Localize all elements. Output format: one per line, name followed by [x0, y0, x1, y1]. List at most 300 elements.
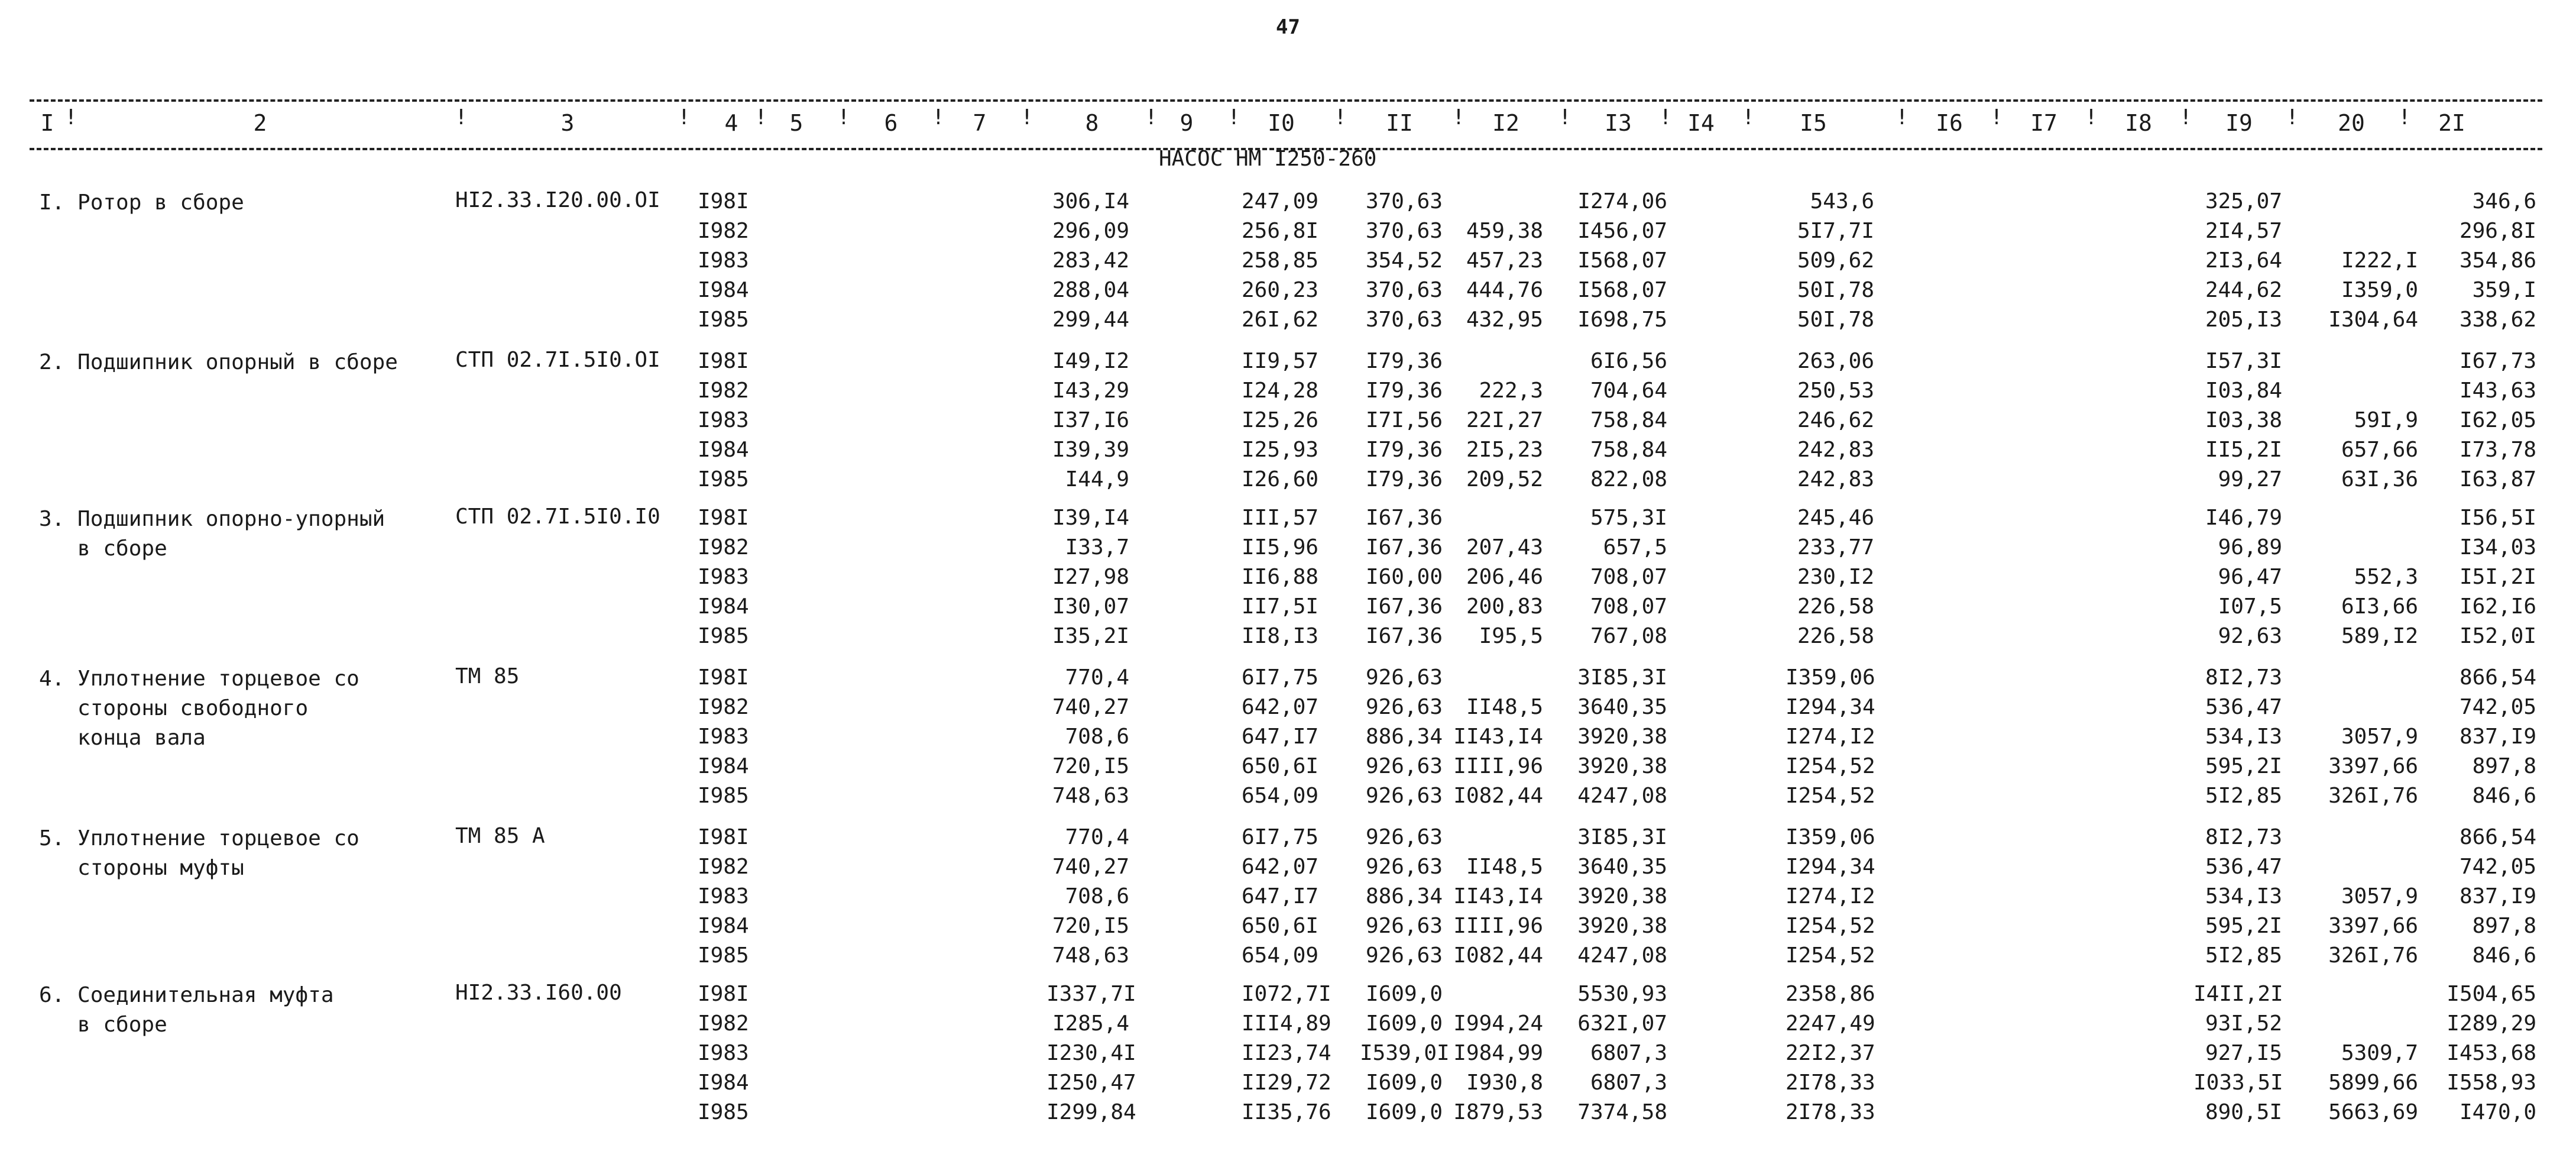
value-cell-c13: 632I,07 [1577, 1011, 1667, 1036]
value-cell-c8: 708,6 [1065, 725, 1129, 749]
table-row [0, 248, 2576, 280]
value-cell-c11: 370,63 [1365, 308, 1443, 332]
value-cell-c8: 770,4 [1065, 665, 1129, 690]
value-cell-c11: I79,36 [1365, 467, 1443, 492]
year-cell: I983 [698, 248, 749, 273]
value-cell-c8: 708,6 [1065, 884, 1129, 908]
value-cell-c15: I359,06 [1786, 825, 1875, 849]
value-cell-c12: 209,52 [1466, 467, 1543, 492]
value-cell-c20: I222,I [2341, 248, 2418, 273]
value-cell-c19: II5,2I [2205, 438, 2282, 462]
header-col-16: I6 [1936, 110, 1963, 136]
year-cell: I985 [698, 784, 749, 808]
table-header [30, 99, 2542, 150]
year-cell: I98I [698, 506, 749, 530]
value-cell-c8: I35,2I [1052, 624, 1129, 648]
year-cell: I985 [698, 624, 749, 648]
value-cell-c19: 325,07 [2205, 189, 2282, 214]
table-row [0, 594, 2576, 626]
value-cell-c13: 767,08 [1590, 624, 1667, 648]
value-cell-c12: 432,95 [1466, 308, 1543, 332]
value-cell-c21: I504,65 [2447, 982, 2536, 1006]
value-cell-c12: I930,8 [1466, 1071, 1543, 1095]
header-separator: ! [2286, 105, 2299, 130]
value-cell-c13: 6807,3 [1590, 1071, 1667, 1095]
value-cell-c13: 3920,38 [1577, 914, 1667, 938]
value-cell-c15: 509,62 [1797, 248, 1874, 273]
value-cell-c12: II43,I4 [1453, 725, 1543, 749]
value-cell-c15: 242,83 [1797, 467, 1874, 492]
year-cell: I982 [698, 855, 749, 879]
value-cell-c12: 457,23 [1466, 248, 1543, 273]
header-separator: ! [1020, 105, 1033, 130]
value-cell-c19: 8I2,73 [2205, 825, 2282, 849]
value-cell-c13: 758,84 [1590, 408, 1667, 432]
value-cell-c8: I33,7 [1065, 535, 1129, 560]
value-cell-c12: 444,76 [1466, 278, 1543, 302]
header-col-9: 9 [1180, 110, 1194, 136]
header-separator: ! [1145, 105, 1158, 130]
header-col-18: I8 [2125, 110, 2152, 136]
value-cell-c8: I337,7I [1046, 982, 1136, 1006]
value-cell-c15: 263,06 [1797, 349, 1874, 373]
value-cell-c13: I274,06 [1577, 189, 1667, 214]
header-separator: ! [678, 105, 691, 130]
value-cell-c21: 354,86 [2459, 248, 2536, 273]
value-cell-c21: I289,29 [2447, 1011, 2536, 1036]
table-row [0, 1071, 2576, 1102]
value-cell-c15: 233,77 [1797, 535, 1874, 560]
value-cell-c11: 926,63 [1365, 665, 1443, 690]
table-row [0, 535, 2576, 567]
value-cell-c20: 63I,36 [2341, 467, 2418, 492]
value-cell-c19: 205,I3 [2205, 308, 2282, 332]
value-cell-c8: I230,4I [1046, 1041, 1136, 1065]
value-cell-c15: I254,52 [1786, 754, 1875, 778]
value-cell-c21: 359,I [2472, 278, 2536, 302]
value-cell-c12: 2I5,23 [1466, 438, 1543, 462]
year-cell: I982 [698, 535, 749, 560]
value-cell-c13: I698,75 [1577, 308, 1667, 332]
value-cell-c21: I62,05 [2459, 408, 2536, 432]
value-cell-c10: III,57 [1242, 506, 1319, 530]
value-cell-c10: 258,85 [1242, 248, 1319, 273]
value-cell-c19: 5I2,85 [2205, 784, 2282, 808]
value-cell-c8: I299,84 [1046, 1100, 1136, 1124]
value-cell-c19: 595,2I [2205, 914, 2282, 938]
item-code: ТМ 85 [455, 664, 520, 688]
value-cell-c10: 6I7,75 [1242, 825, 1319, 849]
value-cell-c10: II6,88 [1242, 565, 1319, 589]
value-cell-c11: 370,63 [1365, 219, 1443, 243]
year-cell: I984 [698, 914, 749, 938]
value-cell-c8: I27,98 [1052, 565, 1129, 589]
value-cell-c13: 704,64 [1590, 379, 1667, 403]
value-cell-c11: 370,63 [1365, 278, 1443, 302]
value-cell-c19: I46,79 [2205, 506, 2282, 530]
value-cell-c13: 6I6,56 [1590, 349, 1667, 373]
value-cell-c10: II5,96 [1242, 535, 1319, 560]
value-cell-c8: 720,I5 [1052, 914, 1129, 938]
value-cell-c19: 927,I5 [2205, 1041, 2282, 1065]
value-cell-c10: 650,6I [1242, 914, 1319, 938]
value-cell-c19: 99,27 [2218, 467, 2282, 492]
value-cell-c8: 740,27 [1052, 855, 1129, 879]
header-col-12: I2 [1492, 110, 1519, 136]
value-cell-c10: 654,09 [1242, 784, 1319, 808]
value-cell-c10: II35,76 [1242, 1100, 1331, 1124]
value-cell-c10: II8,I3 [1242, 624, 1319, 648]
value-cell-c21: 742,05 [2459, 695, 2536, 719]
value-cell-c19: 534,I3 [2205, 884, 2282, 908]
value-cell-c10: 6I7,75 [1242, 665, 1319, 690]
value-cell-c12: IIII,96 [1453, 754, 1543, 778]
page-number: 47 [1276, 15, 1300, 39]
value-cell-c19: I03,38 [2205, 408, 2282, 432]
table-row [0, 695, 2576, 727]
header-separator: ! [1659, 105, 1672, 130]
value-cell-c19: 92,63 [2218, 624, 2282, 648]
header-separator: ! [2398, 105, 2411, 130]
value-cell-c13: 4247,08 [1577, 784, 1667, 808]
item-code: СТП 02.7I.5I0.OI [455, 348, 660, 372]
value-cell-c21: I73,78 [2459, 438, 2536, 462]
value-cell-c21: 742,05 [2459, 855, 2536, 879]
value-cell-c15: 250,53 [1797, 379, 1874, 403]
value-cell-c8: 720,I5 [1052, 754, 1129, 778]
table-row [0, 278, 2576, 310]
value-cell-c21: I62,I6 [2459, 594, 2536, 619]
value-cell-c15: 50I,78 [1797, 278, 1874, 302]
value-cell-c8: I285,4 [1052, 1011, 1129, 1036]
value-cell-c11: I67,36 [1365, 506, 1443, 530]
value-cell-c21: 897,8 [2472, 914, 2536, 938]
value-cell-c11: 926,63 [1365, 695, 1443, 719]
year-cell: I982 [698, 219, 749, 243]
value-cell-c11: I79,36 [1365, 349, 1443, 373]
value-cell-c8: I250,47 [1046, 1071, 1136, 1095]
value-cell-c15: 2247,49 [1786, 1011, 1875, 1036]
item-name: I. Ротор в сборе [39, 190, 244, 215]
header-col-11: II [1386, 110, 1413, 136]
value-cell-c11: 926,63 [1365, 825, 1443, 849]
header-col-5: 5 [789, 110, 803, 136]
value-cell-c20: 5899,66 [2328, 1071, 2418, 1095]
value-cell-c20: 326I,76 [2328, 784, 2418, 808]
value-cell-c11: I60,00 [1365, 565, 1443, 589]
header-col-20: 20 [2338, 110, 2365, 136]
header-col-10: I0 [1268, 110, 1295, 136]
year-cell: I982 [698, 695, 749, 719]
header-col-17: I7 [2030, 110, 2057, 136]
year-cell: I98I [698, 982, 749, 1006]
value-cell-c13: 3920,38 [1577, 725, 1667, 749]
value-cell-c19: 93I,52 [2205, 1011, 2282, 1036]
year-cell: I985 [698, 943, 749, 968]
header-separator: ! [1990, 105, 2003, 130]
value-cell-c20: I359,0 [2341, 278, 2418, 302]
value-cell-c10: II29,72 [1242, 1071, 1331, 1095]
header-separator: ! [932, 105, 945, 130]
item-name: 6. Соединительная муфта в сборе [39, 983, 334, 1037]
year-cell: I985 [698, 467, 749, 492]
value-cell-c19: 536,47 [2205, 695, 2282, 719]
header-separator: ! [2085, 105, 2098, 130]
value-cell-c8: 299,44 [1052, 308, 1129, 332]
year-cell: I982 [698, 1011, 749, 1036]
header-col-2: 2 [253, 110, 267, 136]
header-col-7: 7 [973, 110, 987, 136]
value-cell-c12: IIII,96 [1453, 914, 1543, 938]
value-cell-c15: 230,I2 [1797, 565, 1874, 589]
value-cell-c13: 708,07 [1590, 565, 1667, 589]
table-row [0, 1100, 2576, 1132]
year-cell: I98I [698, 665, 749, 690]
value-cell-c12: I879,53 [1453, 1100, 1543, 1124]
value-cell-c21: I67,73 [2459, 349, 2536, 373]
value-cell-c13: 3640,35 [1577, 855, 1667, 879]
header-separator: ! [1334, 105, 1347, 130]
value-cell-c10: 642,07 [1242, 695, 1319, 719]
value-cell-c19: I57,3I [2205, 349, 2282, 373]
item-name: 4. Уплотнение торцевое со стороны свободного конца вала [39, 667, 359, 750]
value-cell-c11: 354,52 [1365, 248, 1443, 273]
header-separator: ! [1452, 105, 1465, 130]
year-cell: I984 [698, 1071, 749, 1095]
value-cell-c10: 642,07 [1242, 855, 1319, 879]
table-title: НАСОС НМ I250-260 [1159, 147, 1377, 171]
value-cell-c11: I79,36 [1365, 379, 1443, 403]
value-cell-c10: 247,09 [1242, 189, 1319, 214]
value-cell-c12: I082,44 [1453, 943, 1543, 968]
year-cell: I983 [698, 884, 749, 908]
year-cell: I984 [698, 278, 749, 302]
value-cell-c8: I37,I6 [1052, 408, 1129, 432]
value-cell-c15: 246,62 [1797, 408, 1874, 432]
header-col-19: I9 [2225, 110, 2253, 136]
value-cell-c12: I984,99 [1453, 1041, 1543, 1065]
year-cell: I983 [698, 408, 749, 432]
value-cell-c19: 5I2,85 [2205, 943, 2282, 968]
value-cell-c11: 926,63 [1365, 855, 1443, 879]
header-col-14: I4 [1687, 110, 1715, 136]
value-cell-c21: 296,8I [2459, 219, 2536, 243]
value-cell-c11: 926,63 [1365, 784, 1443, 808]
value-cell-c10: II9,57 [1242, 349, 1319, 373]
value-cell-c12: I994,24 [1453, 1011, 1543, 1036]
value-cell-c20: 3397,66 [2328, 914, 2418, 938]
value-cell-c8: I39,I4 [1052, 506, 1129, 530]
table-row [0, 725, 2576, 756]
header-col-6: 6 [884, 110, 898, 136]
value-cell-c13: 3I85,3I [1577, 825, 1667, 849]
value-cell-c19: 96,47 [2218, 565, 2282, 589]
value-cell-c11: I609,0 [1365, 982, 1443, 1006]
value-cell-c12: II43,I4 [1453, 884, 1543, 908]
value-cell-c13: 4247,08 [1577, 943, 1667, 968]
header-separator: ! [1558, 105, 1571, 130]
year-cell: I985 [698, 308, 749, 332]
value-cell-c15: I254,52 [1786, 943, 1875, 968]
value-cell-c12: II48,5 [1466, 695, 1543, 719]
value-cell-c13: 657,5 [1603, 535, 1667, 560]
value-cell-c11: 886,34 [1365, 725, 1443, 749]
value-cell-c12: 206,46 [1466, 565, 1543, 589]
value-cell-c19: 2I4,57 [2205, 219, 2282, 243]
value-cell-c11: I67,36 [1365, 594, 1443, 619]
value-cell-c15: 226,58 [1797, 624, 1874, 648]
value-cell-c21: I5I,2I [2459, 565, 2536, 589]
value-cell-c19: 595,2I [2205, 754, 2282, 778]
value-cell-c15: 543,6 [1810, 189, 1874, 214]
value-cell-c19: 2I3,64 [2205, 248, 2282, 273]
value-cell-c20: 6I3,66 [2341, 594, 2418, 619]
item-code: HI2.33.I20.00.OI [455, 188, 660, 212]
table-row [0, 825, 2576, 857]
value-cell-c13: 7374,58 [1577, 1100, 1667, 1124]
value-cell-c15: 245,46 [1797, 506, 1874, 530]
value-cell-c10: I25,93 [1242, 438, 1319, 462]
value-cell-c8: 748,63 [1052, 943, 1129, 968]
value-cell-c12: II48,5 [1466, 855, 1543, 879]
value-cell-c8: I44,9 [1065, 467, 1129, 492]
table-row [0, 506, 2576, 538]
value-cell-c20: I304,64 [2328, 308, 2418, 332]
value-cell-c11: I539,0I [1360, 1041, 1450, 1065]
table-row [0, 884, 2576, 916]
header-separator: ! [455, 105, 468, 130]
value-cell-c20: 657,66 [2341, 438, 2418, 462]
value-cell-c10: III4,89 [1242, 1011, 1331, 1036]
value-cell-c20: 59I,9 [2354, 408, 2418, 432]
value-cell-c10: 256,8I [1242, 219, 1319, 243]
header-separator: ! [2179, 105, 2192, 130]
item-code: ТМ 85 А [455, 824, 545, 848]
year-cell: I984 [698, 594, 749, 619]
item-code: СТП 02.7I.5I0.I0 [455, 505, 660, 529]
header-col-15: I5 [1800, 110, 1827, 136]
value-cell-c19: I4II,2I [2193, 982, 2283, 1006]
value-cell-c10: 650,6I [1242, 754, 1319, 778]
value-cell-c12: I95,5 [1479, 624, 1543, 648]
table-row [0, 1011, 2576, 1043]
value-cell-c15: I294,34 [1786, 855, 1875, 879]
value-cell-c15: I359,06 [1786, 665, 1875, 690]
value-cell-c15: 22I2,37 [1786, 1041, 1875, 1065]
value-cell-c19: I033,5I [2193, 1071, 2283, 1095]
table-row [0, 349, 2576, 381]
value-cell-c8: 288,04 [1052, 278, 1129, 302]
value-cell-c10: I24,28 [1242, 379, 1319, 403]
value-cell-c11: 926,63 [1365, 943, 1443, 968]
value-cell-c10: 26I,62 [1242, 308, 1319, 332]
value-cell-c15: 226,58 [1797, 594, 1874, 619]
value-cell-c11: I609,0 [1365, 1100, 1443, 1124]
value-cell-c15: 2I78,33 [1786, 1100, 1875, 1124]
header-col-13: I3 [1605, 110, 1632, 136]
table-row [0, 189, 2576, 221]
value-cell-c15: 50I,78 [1797, 308, 1874, 332]
value-cell-c19: I07,5 [2218, 594, 2282, 619]
table-row [0, 943, 2576, 975]
header-col-3: 3 [560, 110, 575, 136]
value-cell-c13: 3I85,3I [1577, 665, 1667, 690]
value-cell-c21: 897,8 [2472, 754, 2536, 778]
value-cell-c19: 244,62 [2205, 278, 2282, 302]
value-cell-c13: I568,07 [1577, 278, 1667, 302]
value-cell-c10: I25,26 [1242, 408, 1319, 432]
year-cell: I98I [698, 349, 749, 373]
table-row [0, 665, 2576, 697]
table-row [0, 914, 2576, 946]
table-row [0, 308, 2576, 340]
header-separator: ! [837, 105, 850, 130]
value-cell-c20: 552,3 [2354, 565, 2418, 589]
value-cell-c15: 5I7,7I [1797, 219, 1874, 243]
value-cell-c19: 536,47 [2205, 855, 2282, 879]
value-cell-c15: I274,I2 [1786, 884, 1875, 908]
value-cell-c19: 8I2,73 [2205, 665, 2282, 690]
value-cell-c10: 654,09 [1242, 943, 1319, 968]
value-cell-c21: I470,0 [2459, 1100, 2536, 1124]
year-cell: I982 [698, 379, 749, 403]
value-cell-c8: I30,07 [1052, 594, 1129, 619]
year-cell: I983 [698, 1041, 749, 1065]
value-cell-c11: 926,63 [1365, 754, 1443, 778]
header-col-4: 4 [724, 110, 738, 136]
header-col-8: 8 [1085, 110, 1099, 136]
value-cell-c12: 222,3 [1479, 379, 1543, 403]
value-cell-c12: 22I,27 [1466, 408, 1543, 432]
value-cell-c13: 575,3I [1590, 506, 1667, 530]
value-cell-c21: 846,6 [2472, 784, 2536, 808]
header-separator: ! [1895, 105, 1908, 130]
header-col-1: I [40, 110, 54, 136]
value-cell-c21: 846,6 [2472, 943, 2536, 968]
value-cell-c19: 534,I3 [2205, 725, 2282, 749]
value-cell-c20: 589,I2 [2341, 624, 2418, 648]
value-cell-c21: 837,I9 [2459, 884, 2536, 908]
value-cell-c11: I7I,56 [1365, 408, 1443, 432]
value-cell-c21: I52,0I [2459, 624, 2536, 648]
year-cell: I983 [698, 565, 749, 589]
table-row [0, 408, 2576, 440]
year-cell: I983 [698, 725, 749, 749]
value-cell-c11: 886,34 [1365, 884, 1443, 908]
value-cell-c11: I609,0 [1365, 1071, 1443, 1095]
table-row [0, 982, 2576, 1014]
value-cell-c12: I082,44 [1453, 784, 1543, 808]
value-cell-c19: 890,5I [2205, 1100, 2282, 1124]
header-separator: ! [1742, 105, 1755, 130]
value-cell-c8: 306,I4 [1052, 189, 1129, 214]
year-cell: I985 [698, 1100, 749, 1124]
value-cell-c21: I63,87 [2459, 467, 2536, 492]
value-cell-c21: 866,54 [2459, 825, 2536, 849]
header-separator: ! [1227, 105, 1240, 130]
value-cell-c11: I79,36 [1365, 438, 1443, 462]
table-row [0, 784, 2576, 816]
value-cell-c21: 837,I9 [2459, 725, 2536, 749]
table-row [0, 379, 2576, 410]
value-cell-c21: I558,93 [2447, 1071, 2536, 1095]
table-row [0, 438, 2576, 470]
year-cell: I98I [698, 189, 749, 214]
table-row [0, 624, 2576, 656]
value-cell-c21: 338,62 [2459, 308, 2536, 332]
value-cell-c19: I03,84 [2205, 379, 2282, 403]
value-cell-c10: I072,7I [1242, 982, 1331, 1006]
